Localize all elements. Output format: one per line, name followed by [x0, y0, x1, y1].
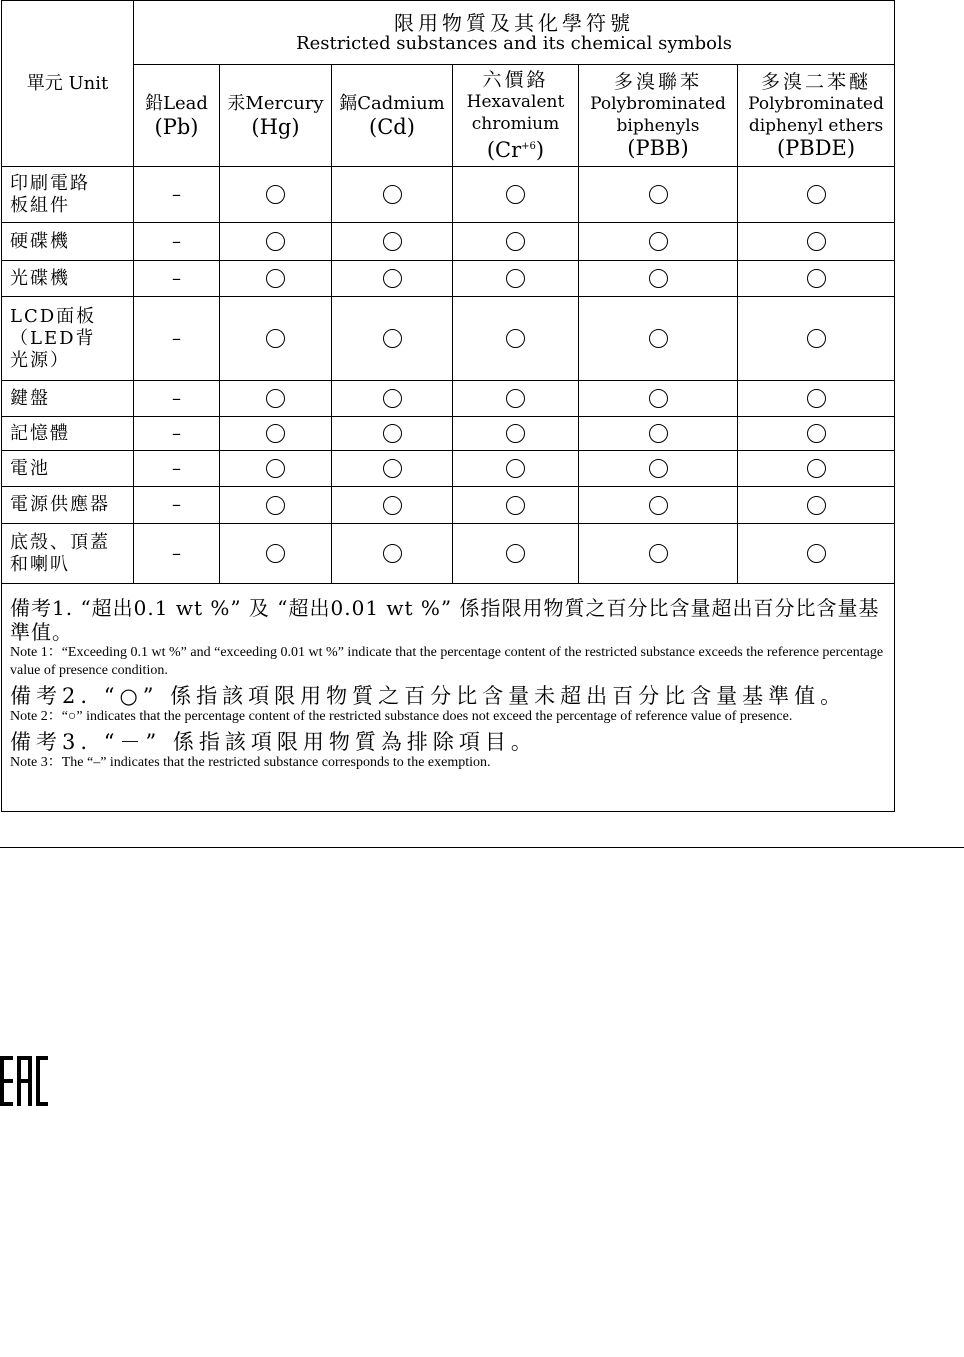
value-cell	[332, 417, 453, 451]
circle-mark-icon	[807, 269, 826, 288]
value-cell	[453, 417, 579, 451]
circle-mark-icon	[506, 185, 525, 204]
dash-mark: –	[172, 230, 181, 252]
circle-mark-icon	[807, 459, 826, 478]
note-1-zh: 備考1. “超出0.1 wt %” 及 “超出0.01 wt %” 係指限用物質之百分比含量超出百分比含量基準值。	[10, 596, 880, 644]
circle-mark-icon	[649, 424, 668, 443]
table-row	[2, 297, 895, 381]
table-row	[2, 487, 895, 524]
column-name-zh: 鎘	[339, 92, 358, 114]
note-3-en: Note 3：The “–” indicates that the restricted substance corresponds to the exemption.	[10, 755, 491, 770]
circle-mark-icon	[383, 329, 402, 348]
dash-mark: –	[172, 494, 181, 515]
circle-mark-icon	[266, 544, 285, 563]
value-cell	[134, 524, 220, 584]
restricted-substances-table	[1, 0, 895, 812]
dash-mark: –	[172, 457, 181, 479]
value-cell	[134, 451, 220, 487]
unit-name: 硬碟機	[2, 223, 134, 261]
value-cell	[738, 524, 895, 584]
circle-mark-icon	[506, 459, 525, 478]
value-cell	[134, 487, 220, 524]
value-cell	[738, 297, 895, 381]
symbol-base: (Cr	[486, 138, 522, 162]
substances-title-zh: 限用物質及其化學符號	[394, 10, 634, 35]
dash-mark: –	[172, 267, 181, 289]
dash-mark: –	[172, 327, 181, 349]
value-cell	[579, 261, 738, 297]
circle-mark-icon	[506, 269, 525, 288]
circle-mark-icon	[506, 329, 525, 348]
value-cell	[220, 524, 332, 584]
value-cell	[220, 417, 332, 451]
value-cell	[332, 297, 453, 381]
circle-mark-icon	[649, 544, 668, 563]
value-cell	[738, 451, 895, 487]
column-name-zh: 多溴二苯醚	[761, 71, 872, 93]
circle-mark-icon	[506, 424, 525, 443]
column-name-en-2: chromium	[471, 114, 560, 134]
value-cell	[220, 297, 332, 381]
value-cell	[738, 417, 895, 451]
value-cell	[134, 417, 220, 451]
table-row	[2, 261, 895, 297]
circle-mark-icon	[649, 496, 668, 515]
circle-mark-icon	[807, 389, 826, 408]
circle-mark-icon	[383, 185, 402, 204]
circle-mark-icon	[383, 424, 402, 443]
value-cell	[579, 223, 738, 261]
dash-mark: –	[172, 422, 181, 444]
symbol-superscript: +6	[521, 141, 536, 152]
value-cell	[453, 167, 579, 223]
circle-mark-icon	[649, 459, 668, 478]
column-name-en: Mercury	[245, 92, 324, 114]
column-name-en-2: biphenyls	[616, 116, 700, 136]
value-cell	[453, 261, 579, 297]
value-cell	[579, 417, 738, 451]
unit-name: 電源供應器	[2, 487, 134, 524]
unit-name: 記憶體	[2, 417, 134, 451]
substances-header	[134, 1, 895, 65]
circle-mark-icon	[649, 232, 668, 251]
column-header-hexavalent-chromium	[453, 65, 579, 167]
value-cell	[738, 381, 895, 417]
value-cell	[579, 297, 738, 381]
column-symbol: (Pb)	[154, 114, 199, 139]
circle-mark-icon	[383, 232, 402, 251]
value-cell	[579, 381, 738, 417]
column-name-zh: 多溴聯苯	[613, 71, 702, 93]
value-cell	[453, 297, 579, 381]
value-cell	[579, 487, 738, 524]
value-cell	[220, 167, 332, 223]
value-cell	[220, 261, 332, 297]
circle-mark-icon	[807, 232, 826, 251]
table-row	[2, 417, 895, 451]
dash-mark: –	[172, 183, 181, 205]
circle-mark-icon	[266, 496, 285, 515]
unit-name: LCD面板 （LED背 光源）	[2, 297, 134, 381]
table-row	[2, 167, 895, 223]
value-cell	[332, 524, 453, 584]
value-cell	[738, 167, 895, 223]
notes-section	[2, 584, 895, 812]
circle-mark-icon	[383, 389, 402, 408]
column-symbol: (Cd)	[369, 114, 415, 139]
value-cell	[332, 167, 453, 223]
circle-mark-icon	[807, 544, 826, 563]
table-row	[2, 381, 895, 417]
value-cell	[453, 487, 579, 524]
circle-mark-icon	[266, 389, 285, 408]
value-cell	[738, 487, 895, 524]
circle-mark-icon	[649, 389, 668, 408]
column-name-en-1: Polybrominated	[590, 94, 726, 114]
value-cell	[332, 261, 453, 297]
value-cell	[134, 223, 220, 261]
circle-mark-icon	[266, 185, 285, 204]
circle-mark-icon	[649, 185, 668, 204]
column-header-mercury	[220, 65, 332, 167]
circle-mark-icon	[266, 424, 285, 443]
column-header-pbde	[738, 65, 895, 167]
circle-mark-icon	[807, 329, 826, 348]
value-cell	[332, 451, 453, 487]
note-3-zh: 備考3. “－” 係指該項限用物質為排除項目。	[10, 730, 537, 754]
unit-column-header: 單元 Unit	[2, 1, 134, 167]
value-cell	[332, 487, 453, 524]
eac-mark-icon	[0, 1056, 48, 1106]
value-cell	[332, 223, 453, 261]
table-row	[2, 223, 895, 261]
circle-mark-icon	[383, 544, 402, 563]
column-name-en-1: Polybrominated	[748, 94, 884, 114]
column-name-en-1: Hexavalent	[466, 92, 565, 112]
column-header-pbb	[579, 65, 738, 167]
circle-mark-icon	[266, 269, 285, 288]
column-header-lead	[134, 65, 220, 167]
circle-mark-icon	[506, 496, 525, 515]
column-name-en: Cadmium	[357, 92, 445, 114]
value-cell	[220, 223, 332, 261]
circle-mark-icon	[266, 232, 285, 251]
note-1-en: Note 1：“Exceeding 0.1 wt %” and “exceeding 0.01 wt %” indicate that the percentage content of the restricted substance exceeds the reference percentage value of presence condition.	[10, 645, 884, 678]
table-row	[2, 524, 895, 584]
circle-mark-icon	[506, 389, 525, 408]
substances-title-en: Restricted substances and its chemical symbols	[296, 32, 732, 54]
note-2-en: Note 2：“○” indicates that the percentage content of the restricted substance does not exceed the percentage of reference value of presence.	[10, 709, 793, 724]
note-2-zh: 備考2. “○” 係指該項限用物質之百分比含量未超出百分比含量基準值。	[10, 684, 847, 708]
circle-mark-icon	[266, 459, 285, 478]
value-cell	[332, 381, 453, 417]
value-cell	[738, 261, 895, 297]
unit-name: 電池	[2, 451, 134, 487]
circle-mark-icon	[506, 232, 525, 251]
table-row	[2, 451, 895, 487]
value-cell	[134, 381, 220, 417]
value-cell	[220, 381, 332, 417]
circle-mark-icon	[506, 544, 525, 563]
horizontal-divider	[0, 847, 964, 848]
circle-mark-icon	[266, 329, 285, 348]
circle-mark-icon	[383, 269, 402, 288]
value-cell	[453, 223, 579, 261]
circle-mark-icon	[807, 496, 826, 515]
circle-mark-icon	[383, 496, 402, 515]
value-cell	[453, 524, 579, 584]
unit-name: 底殼、頂蓋 和喇叭	[2, 524, 134, 584]
column-header-cadmium	[332, 65, 453, 167]
column-name-en: Lead	[163, 92, 208, 114]
column-symbol: (PBDE)	[776, 136, 856, 160]
circle-mark-icon	[649, 329, 668, 348]
unit-name: 鍵盤	[2, 381, 134, 417]
value-cell	[134, 261, 220, 297]
symbol-end: )	[535, 138, 545, 162]
dash-mark: –	[172, 387, 181, 409]
column-name-zh: 汞	[227, 92, 246, 114]
circle-mark-icon	[383, 459, 402, 478]
value-cell	[453, 451, 579, 487]
value-cell	[453, 381, 579, 417]
dash-mark: –	[172, 542, 181, 564]
value-cell	[579, 451, 738, 487]
value-cell	[220, 487, 332, 524]
unit-name: 印刷電路 板組件	[2, 167, 134, 223]
column-symbol: (PBB)	[627, 136, 689, 160]
unit-name: 光碟機	[2, 261, 134, 297]
circle-mark-icon	[807, 185, 826, 204]
column-name-zh: 鉛	[145, 92, 164, 114]
value-cell	[579, 524, 738, 584]
value-cell	[134, 167, 220, 223]
value-cell	[134, 297, 220, 381]
circle-mark-icon	[807, 424, 826, 443]
column-name-en-2: diphenyl ethers	[748, 116, 884, 136]
circle-mark-icon	[649, 269, 668, 288]
value-cell	[738, 223, 895, 261]
column-symbol: (Hg)	[251, 114, 300, 139]
column-name-zh: 六價鉻	[482, 69, 549, 91]
column-symbol	[453, 135, 578, 162]
value-cell	[220, 451, 332, 487]
value-cell	[579, 167, 738, 223]
